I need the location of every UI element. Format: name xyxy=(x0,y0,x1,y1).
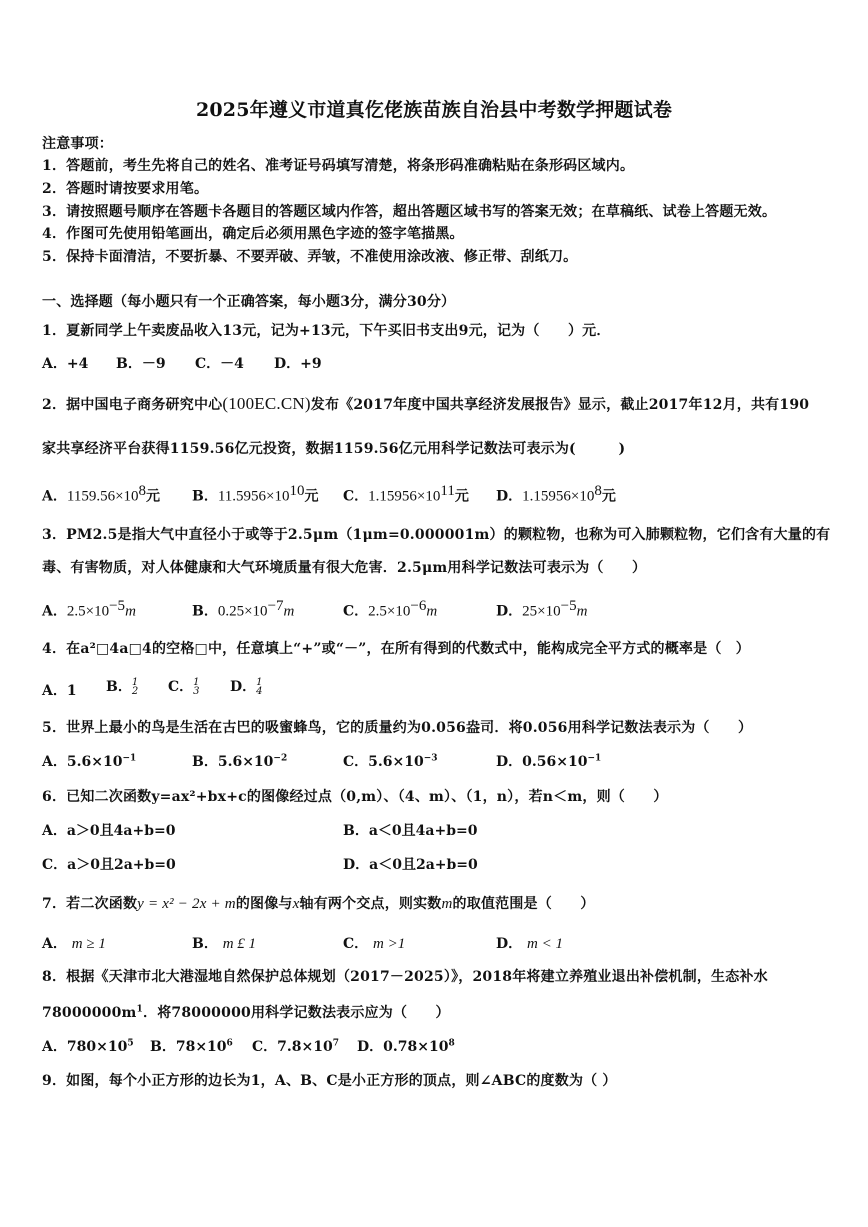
q5-option-c: C．$5.6\times 10^{-3}$ xyxy=(343,753,438,770)
q3-option-d: D．$25\times 10^{-5}m$ xyxy=(496,598,588,620)
q6-option-b: B．a＜0且4a+b=0 xyxy=(343,823,478,839)
q5-option-b: B．$5.6\times 10^{-2}$ xyxy=(192,753,288,770)
question-9-stem: 9．如图，每个小正方形的边长为1，A、B、C是小正方形的顶点，则∠ABC的度数为（ ） xyxy=(42,1073,617,1089)
q8-option-a: A．$780\times 10^5$ xyxy=(42,1038,134,1055)
fraction: 1 2 xyxy=(131,677,139,697)
note-item: 1．答题前，考生先将自己的姓名、准考证号码填写清楚，将条形码准确粘贴在条形码区域内。 xyxy=(42,158,635,174)
q1-option-a: A．+4 xyxy=(42,356,89,372)
q2-option-b: B．$11.5956\times 10^{10}$元 xyxy=(192,483,319,505)
fraction: 1 3 xyxy=(193,677,200,697)
note-item: 3．请按照题号顺序在答题卡各题目的答题区域内作答，超出答题区域书写的答案无效；在草稿纸、试卷上答题无效。 xyxy=(42,204,777,220)
question-1-stem: 1．夏新同学上午卖废品收入13元，记为+13元，下午买旧书支出9元，记为（ ）元． xyxy=(42,323,611,339)
question-5-stem: 5．世界上最小的鸟是生活在古巴的吸蜜蜂鸟，它的质量约为0.056盎司．将0.056用科学记数法表示为（ ） xyxy=(42,720,753,736)
question-8-line-1: 8．根据《天津市北大港湿地自然保护总体规划（2017－2025）》，2018年将建立养殖业退出补偿机制，生态补水 xyxy=(42,969,768,985)
question-4-stem: 4．在a²□4a□4的空格□中，任意填上“+”或“－”，在所有得到的代数式中，能构成完全平方式的概率是（ ） xyxy=(42,641,750,657)
q1-option-d: D．+9 xyxy=(274,356,322,372)
q3-option-c: C．$2.5\times 10^{-6}m$ xyxy=(343,598,438,620)
q2-option-d: D．$1.15956\times 10^8$元 xyxy=(496,483,616,505)
q2-stem-b: 发布《2017年度中国共享经济发展报告》显示，截止2017年12月，共有190 xyxy=(310,397,810,413)
question-2-line-1 xyxy=(42,394,809,414)
q7-formula: y = x² − 2x + m xyxy=(137,896,236,912)
question-3-line-1: 3．PM2.5是指大气中直径小于或等于2.5μm（1μm=0.000001m）的颗粒物，也称为可入肺颗粒物，它们含有大量的有 xyxy=(42,527,831,543)
q8-option-b: B．$78\times 10^6$ xyxy=(150,1038,233,1055)
q2-option-a: A．$1159.56\times 10^8$元 xyxy=(42,483,161,505)
question-7-stem: 7．若二次函数y = x² − 2x + m的图像与x轴有两个交点，则实数m的取值范围是（ ） xyxy=(42,896,595,912)
q4-option-b: B． 1 2 xyxy=(106,677,139,697)
question-8-line-2: $78000000m^1$．将78000000用科学记数法表示应为（ ） xyxy=(42,1004,450,1021)
question-6-stem: 6．已知二次函数y=ax²+bx+c的图像经过点（0,m）、（4、m）、（1，n），若n＜m，则（ ） xyxy=(42,789,668,805)
q6-option-d: D．a＜0且2a+b=0 xyxy=(343,857,478,873)
q5-option-a: A．$5.6\times 10^{-1}$ xyxy=(42,753,137,770)
q1-option-c: C．－4 xyxy=(195,356,244,372)
fraction: 1 4 xyxy=(256,677,263,697)
q1-option-b: B．－9 xyxy=(116,356,166,372)
q6-option-a: A．a＞0且4a+b=0 xyxy=(42,823,176,839)
q8-option-c: C．$7.8\times 10^7$ xyxy=(252,1038,339,1055)
q7-option-d: D． m < 1 xyxy=(496,936,563,952)
q4-option-d: D． 1 4 xyxy=(230,677,263,697)
section-heading: 一、选择题（每小题只有一个正确答案，每小题3分，满分30分） xyxy=(42,294,456,310)
question-2-line-2: 家共享经济平台获得1159.56亿元投资，数据1159.56亿元用科学记数法可表示为( ) xyxy=(42,441,626,457)
q6-option-c: C．a＞0且2a+b=0 xyxy=(42,857,176,873)
q2-source: (100EC.CN) xyxy=(222,394,311,413)
q7-option-b: B． m £ 1 xyxy=(192,936,257,952)
q3-option-a: A．$2.5\times 10^{-5}m$ xyxy=(42,598,136,620)
question-3-line-2: 毒、有害物质，对人体健康和大气环境质量有很大危害．2.5μm用科学记数法可表示为（ ） xyxy=(42,560,647,576)
q7-option-a: A． m ≥ 1 xyxy=(42,936,106,952)
q3-option-b: B．$0.25\times 10^{-7}m$ xyxy=(192,598,295,620)
q4-option-a: A．1 xyxy=(42,683,77,699)
q8-option-d: D．$0.78\times 10^8$ xyxy=(357,1038,455,1055)
page-title: 2025年遵义市道真仡佬族苗族自治县中考数学押题试卷 xyxy=(195,99,673,121)
q2-option-c: C．$1.15956\times 10^{11}$元 xyxy=(343,483,469,505)
note-item: 2．答题时请按要求用笔。 xyxy=(42,181,209,197)
q5-option-d: D．$0.56\times 10^{-1}$ xyxy=(496,753,602,770)
q4-option-c: C． 1 3 xyxy=(168,677,200,697)
q2-stem-a: 2．据中国电子商务研究中心 xyxy=(42,397,223,413)
notes-heading: 注意事项： xyxy=(42,136,113,152)
note-item: 5．保持卡面清洁，不要折暴、不要弄破、弄皱，不准使用涂改液、修正带、刮纸刀。 xyxy=(42,249,578,265)
note-item: 4．作图可先使用铅笔画出，确定后必须用黑色字迹的签字笔描黑。 xyxy=(42,226,464,242)
q7-option-c: C． m >1 xyxy=(343,936,406,952)
